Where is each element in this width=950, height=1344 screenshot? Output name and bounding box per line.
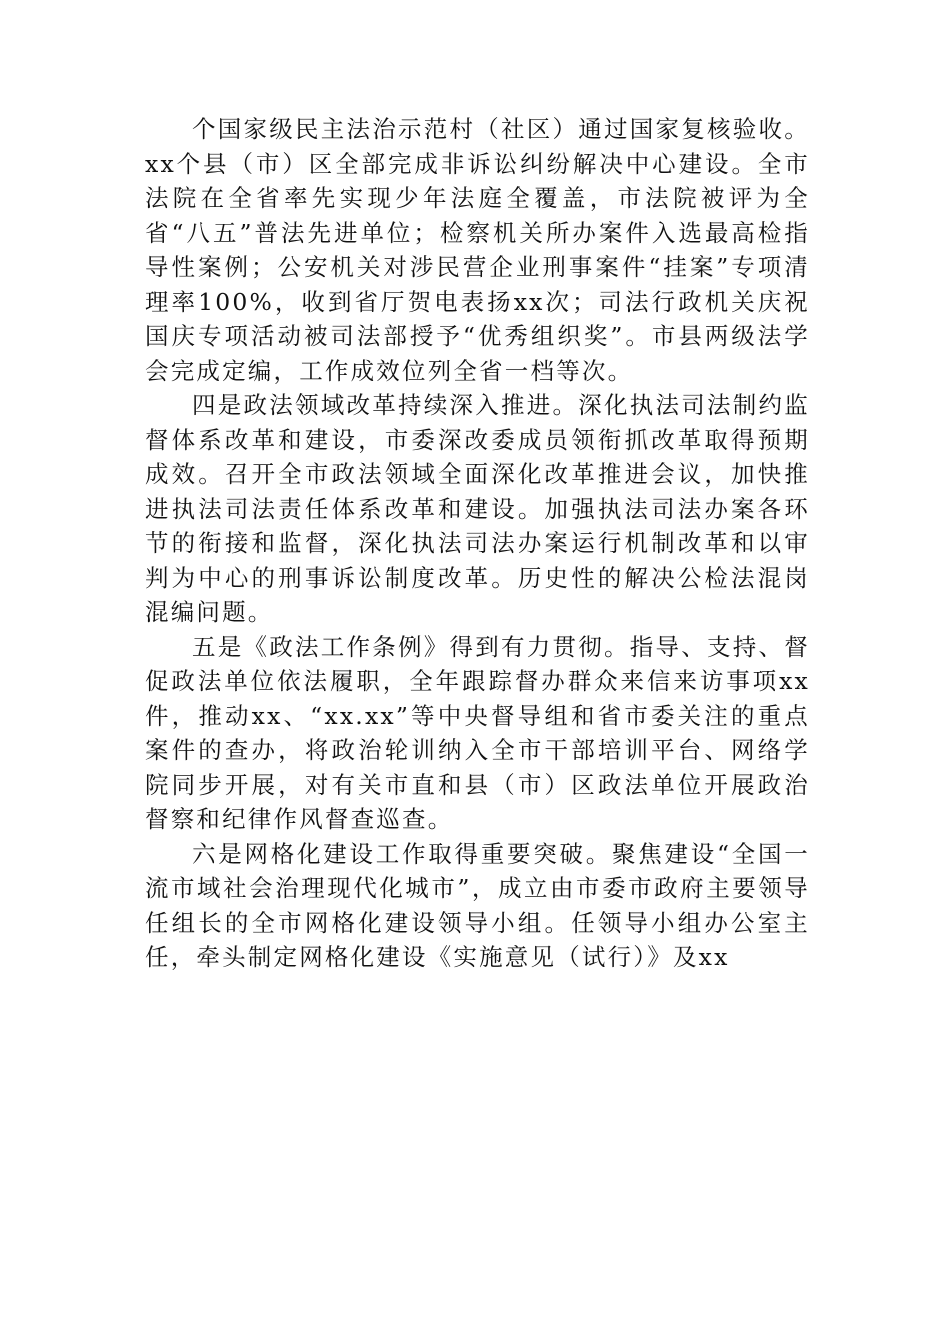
paragraph-4: 六是网格化建设工作取得重要突破。聚焦建设“全国一流市域社会治理现代化城市”，成立由市委市政府主要领导任组长的全市网格化建设领导小组。任领导小组办公室主任，牵头制定网格化建设《实施意见（试行）》及xx: [145, 839, 810, 971]
paragraph-1: 个国家级民主法治示范村（社区）通过国家复核验收。xx个县（市）区全部完成非诉讼纠纷解决中心建设。全市法院在全省率先实现少年法庭全覆盖，市法院被评为全省“八五”普法先进单位；检察机关所办案件入选最高检指导性案例；公安机关对涉民营企业刑事案件“挂案”专项清理率100%，收到省厅贺电表扬xx次；司法行政机关庆祝国庆专项活动被司法部授予“优秀组织奖”。市县两级法学会完成定编，工作成效位列全省一档等次。: [145, 115, 810, 385]
paragraph-2: 四是政法领域改革持续深入推进。深化执法司法制约监督体系改革和建设，市委深改委成员领衔抓改革取得预期成效。召开全市政法领域全面深化改革推进会议，加快推进执法司法责任体系改革和建设。加强执法司法办案各环节的衔接和监督，深化执法司法办案运行机制改革和以审判为中心的刑事诉讼制度改革。历史性的解决公检法混岗混编问题。: [145, 391, 810, 626]
paragraph-3: 五是《政法工作条例》得到有力贯彻。指导、支持、督促政法单位依法履职，全年跟踪督办群众来信来访事项xx件，推动xx、“xx.xx”等中央督导组和省市委关注的重点案件的查办，将政治轮训纳入全市干部培训平台、网络学院同步开展，对有关市直和县（市）区政法单位开展政治督察和纪律作风督查巡查。: [145, 632, 810, 833]
document-body: [145, 112, 810, 975]
